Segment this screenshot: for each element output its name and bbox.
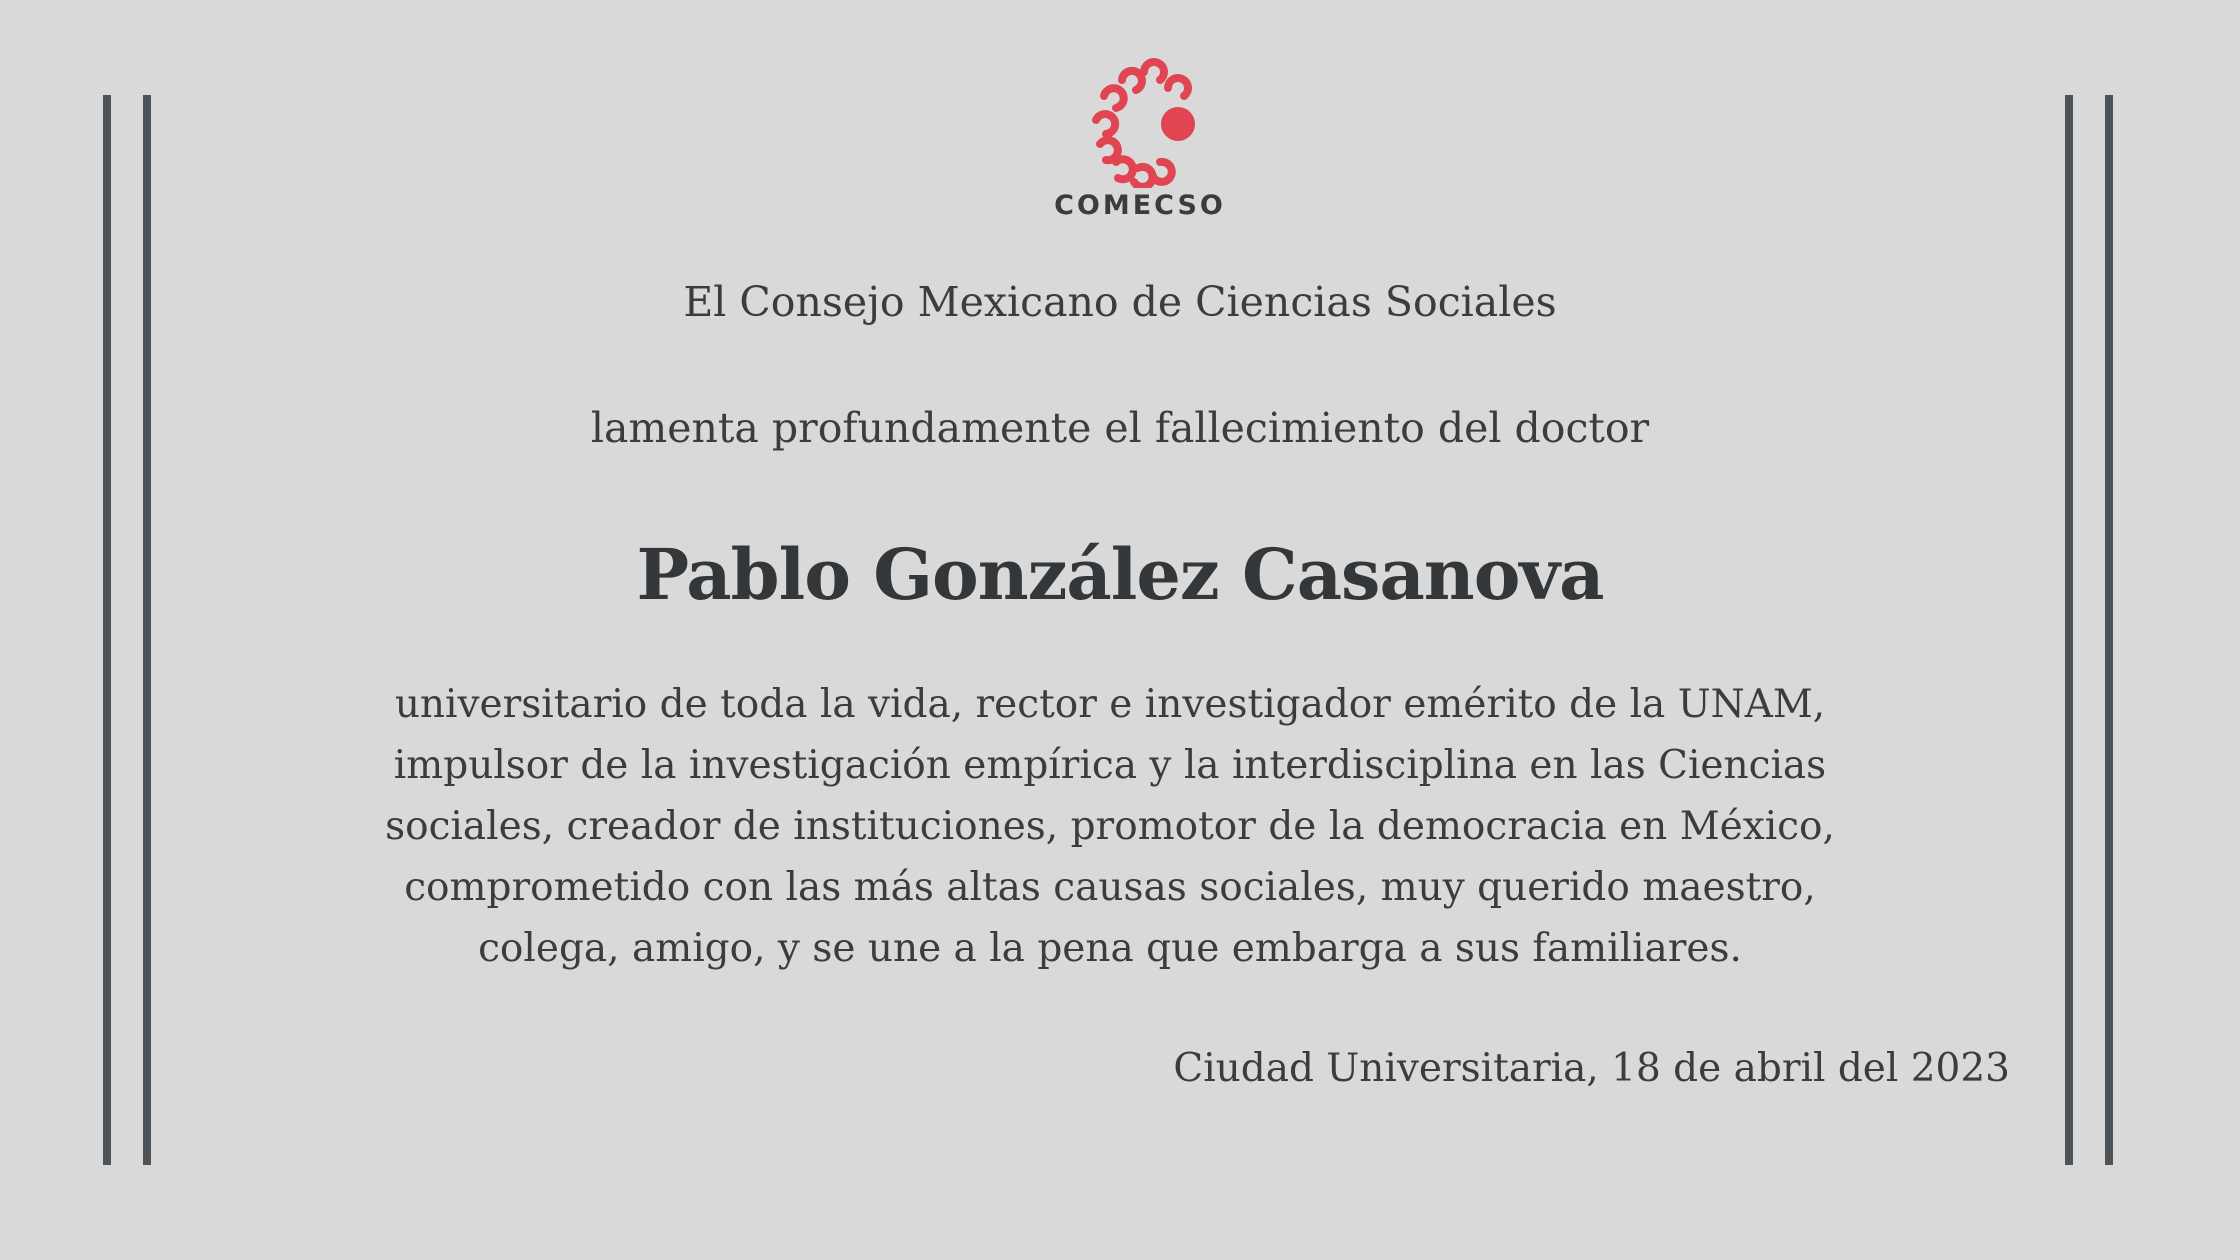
intro-line: El Consejo Mexicano de Ciencias Sociales (683, 278, 1557, 326)
logo-wordmark: COMECSO (1054, 190, 1226, 221)
comecso-emblem-icon (1070, 58, 1210, 188)
right-inner-rule (2065, 95, 2073, 1165)
comecso-logo (1040, 58, 1240, 228)
tribute-paragraph: universitario de toda la vida, rector e investigador emérito de la UNAM, impulsor de la investigación empírica y la interdisciplina en las Ciencias sociales, creador de instituciones, promotor de la democracia en México, comprometido con las más altas causas sociales, muy querido maestro, colega, amigo, y se une a la pena que embarga a sus familiares. (385, 682, 1835, 971)
right-outer-rule (2105, 95, 2113, 1165)
left-inner-rule (143, 95, 151, 1165)
left-outer-rule (103, 95, 111, 1165)
deceased-name: Pablo González Casanova (636, 533, 1604, 616)
lament-line: lamenta profundamente el fallecimiento del doctor (590, 404, 1650, 452)
place-and-date: Ciudad Universitaria, 18 de abril del 2023 (1173, 1046, 2010, 1091)
